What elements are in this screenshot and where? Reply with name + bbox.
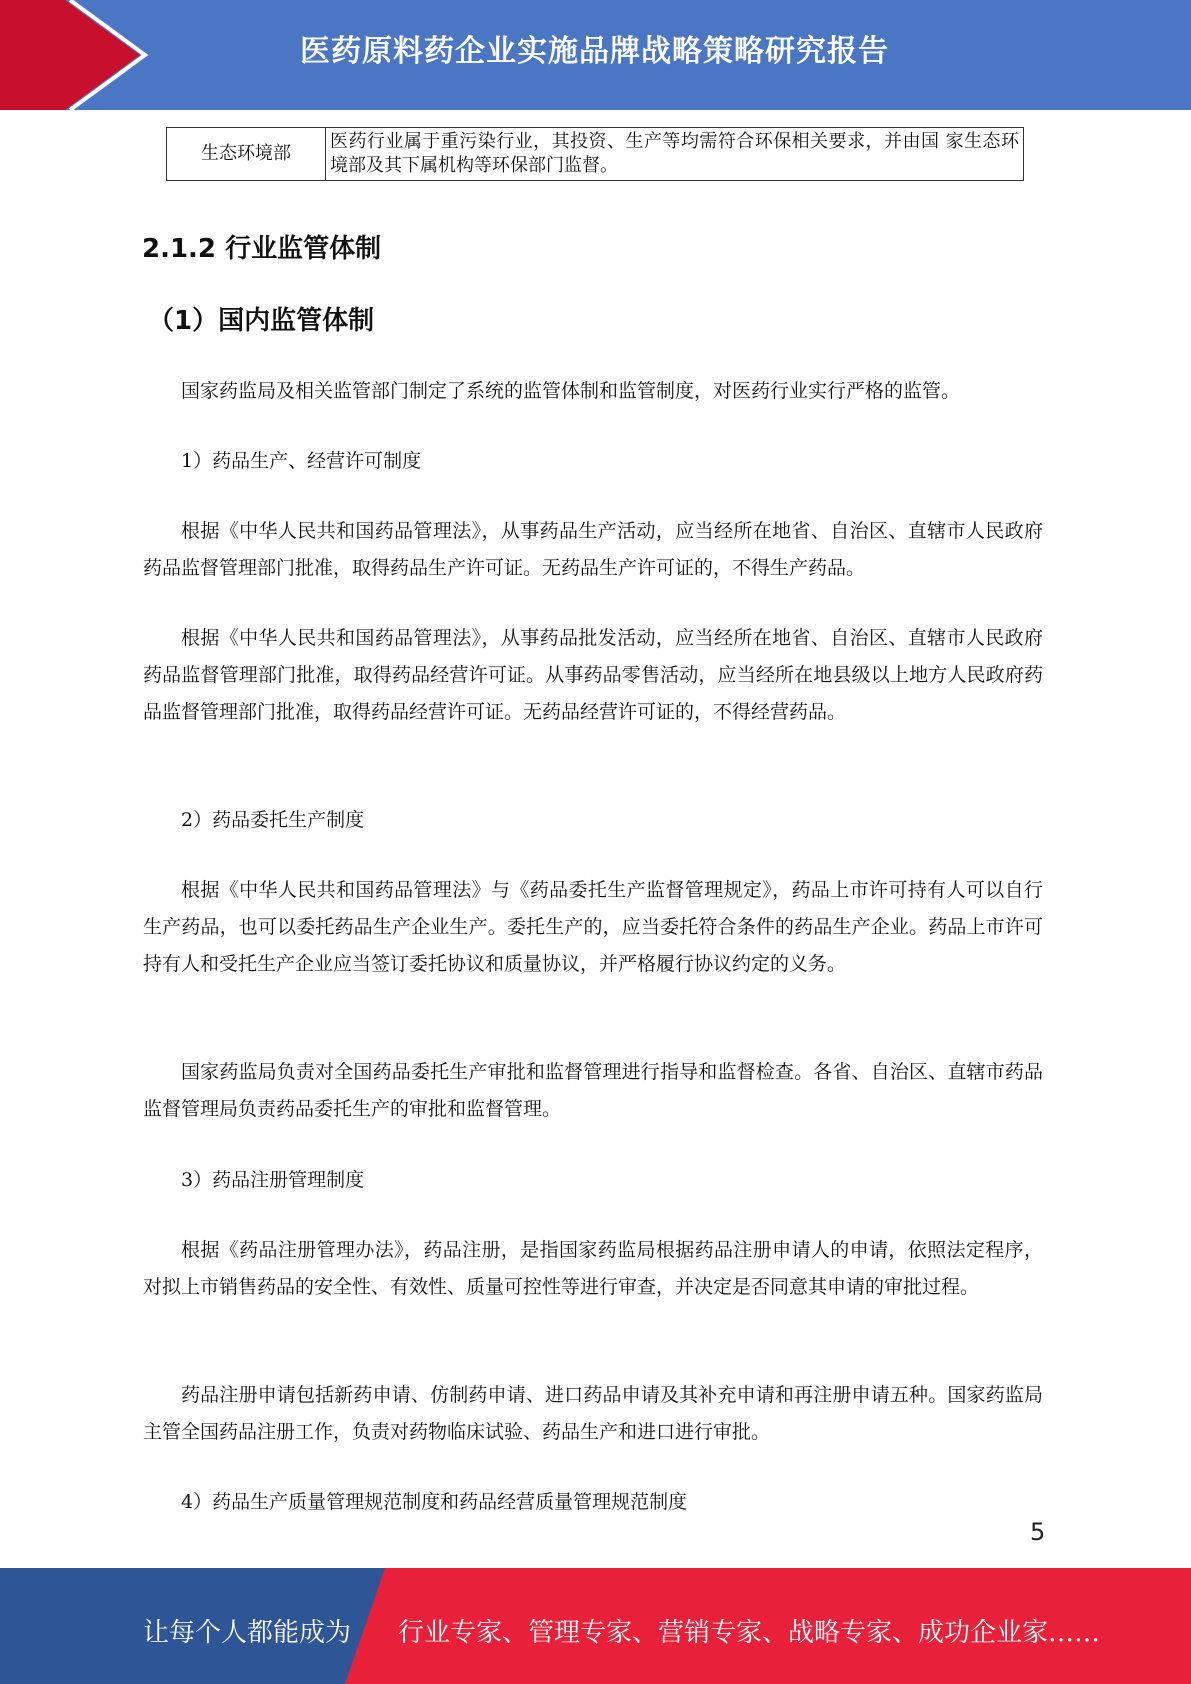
paragraph: 国家药监局负责对全国药品委托生产审批和监督管理进行指导和监督检查。各省、自治区、直辖市药品监督管理局负责药品委托生产的审批和监督管理。 (143, 1061, 1043, 1120)
report-title: 医药原料药企业实施品牌战略策略研究报告 (300, 34, 889, 69)
list-heading: 2）药品委托生产制度 (181, 809, 365, 831)
table-cell-description: 医药行业属于重污染行业，其投资、生产等均需符合环保相关要求，并由国 家生态环境部及其下属机构等环保部门监督。 (326, 128, 1024, 181)
paragraph: 根据《药品注册管理办法》，药品注册，是指国家药监局根据药品注册申请人的申请，依照法定程序，对拟上市销售药品的安全性、有效性、质量可控性等进行审查，并决定是否同意其申请的审批过程。 (143, 1239, 1043, 1298)
page-header (0, 0, 1191, 110)
paragraph: 根据《中华人民共和国药品管理法》，从事药品批发活动，应当经所在地省、自治区、直辖市人民政府药品监督管理部门批准，取得药品经营许可证。从事药品零售活动，应当经所在地县级以上地方人民政府药品监督管理部门批准，取得药品经营许可证。无药品经营许可证的，不得经营药品。 (143, 627, 1043, 723)
table-row (167, 128, 1024, 181)
paragraph: 根据《中华人民共和国药品管理法》与《药品委托生产监督管理规定》，药品上市许可持有人可以自行生产药品，也可以委托药品生产企业生产。委托生产的，应当委托符合条件的药品生产企业。药品上市许可持有人和受托生产企业应当签订委托协议和质量协议，并严格履行协议约定的义务。 (143, 879, 1043, 975)
paragraph: 国家药监局及相关监管部门制定了系统的监管体制和监管制度，对医药行业实行严格的监管。 (181, 380, 961, 402)
footer-roles: 行业专家、管理专家、营销专家、战略专家、成功企业家…… (398, 1618, 1101, 1648)
list-heading: 4）药品生产质量管理规范制度和药品经营质量管理规范制度 (181, 1491, 688, 1513)
paragraph: 根据《中华人民共和国药品管理法》，从事药品生产活动，应当经所在地省、自治区、直辖市人民政府药品监督管理部门批准，取得药品生产许可证。无药品生产许可证的，不得生产药品。 (143, 520, 1043, 579)
footer-slogan: 让每个人都能成为 (143, 1618, 352, 1648)
page-number: 5 (1030, 1518, 1046, 1546)
paragraph: 药品注册申请包括新药申请、仿制药申请、进口药品申请及其补充申请和再注册申请五种。国家药监局主管全国药品注册工作，负责对药物临床试验、药品生产和进口进行审批。 (143, 1384, 1043, 1443)
section-heading: 2.1.2 行业监管体制 (142, 234, 382, 264)
list-heading: 1）药品生产、经营许可制度 (181, 450, 422, 472)
list-heading: 3）药品注册管理制度 (181, 1169, 365, 1191)
subsection-heading: （1）国内监管体制 (148, 306, 375, 336)
chevron-arrow-icon (0, 0, 160, 110)
page-footer (0, 1568, 1191, 1684)
table-cell-agency: 生态环境部 (167, 128, 326, 181)
regulator-table (166, 127, 1024, 181)
